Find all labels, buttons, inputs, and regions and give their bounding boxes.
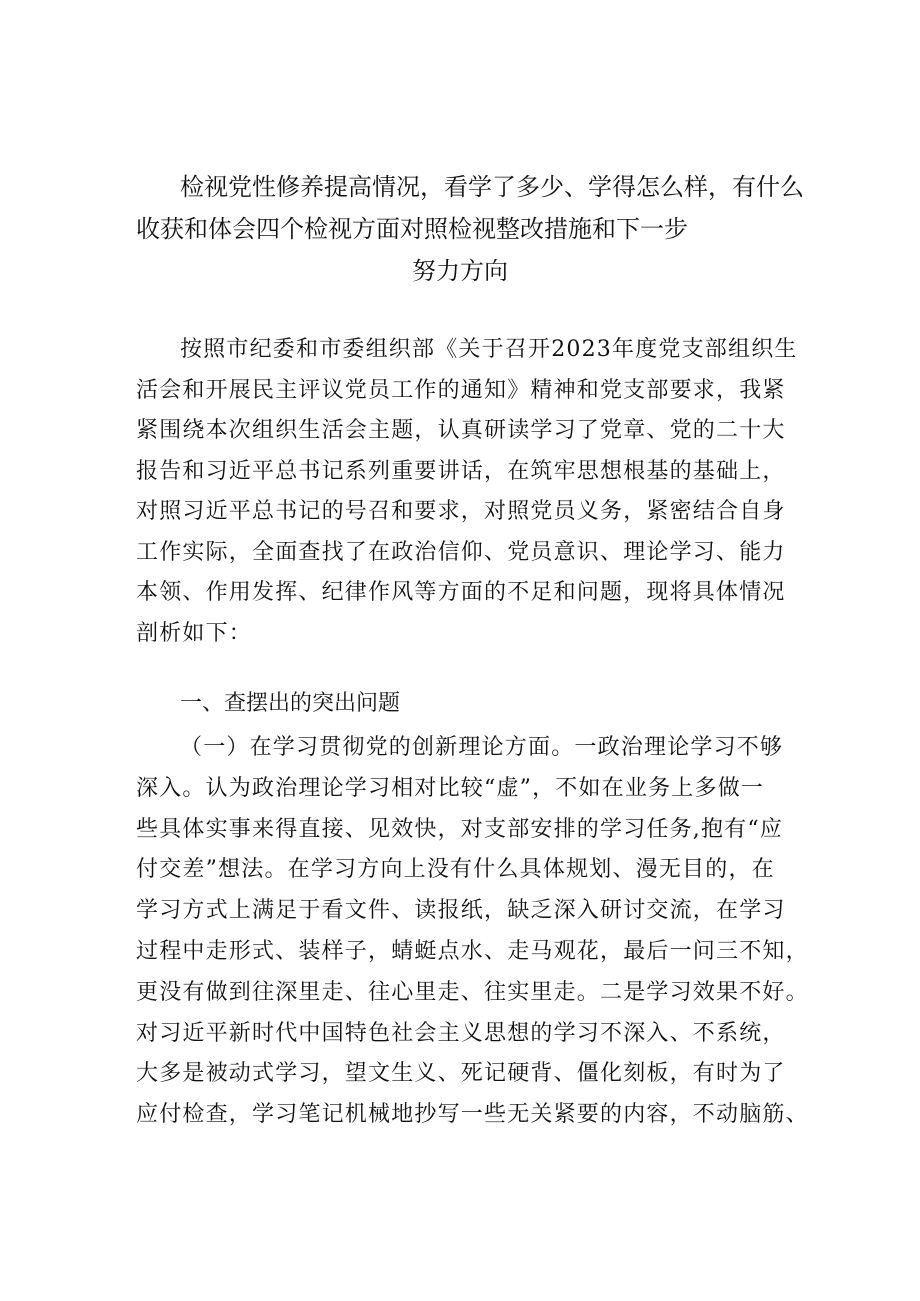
- paragraph-line: 大多是被动式学习，望文生义、死记硬背、僵化刻板，有时为了: [136, 1061, 786, 1087]
- paragraph-line: 剖析如下：: [136, 620, 253, 646]
- paragraph-line: 活会和开展民主评议党员工作的通知》精神和党支部要求，我紧: [136, 377, 786, 403]
- document-title-line-3: 努力方向: [412, 257, 508, 285]
- document-title-line-1: 检视党性修养提高情况，看学了多少、学得怎么样，有什么: [180, 173, 804, 201]
- section-heading: 一、查摆出的突出问题: [180, 691, 401, 716]
- paragraph-line: 本领、作用发挥、纪律作风等方面的不足和问题，现将具体情况: [136, 580, 786, 605]
- paragraph-line: 学习方式上满足于看文件、读报纸，缺乏深入研讨交流，在学习: [136, 898, 786, 924]
- paragraph-line: 深入。认为政治理论学习相对比较“虚”，不如在业务上多做一: [136, 775, 765, 801]
- paragraph-line: 紧围绕本次组织生活会主题，认真研读学习了党章、党的二十大: [136, 418, 786, 443]
- paragraph-line: （一）在学习贯彻党的创新理论方面。一政治理论学习不够: [180, 735, 784, 760]
- paragraph-line: 应付检查，学习笔记机械地抄写一些无关紧要的内容，不动脑筋、: [136, 1102, 809, 1128]
- paragraph-line: 更没有做到往深里走、往心里走、往实里走。二是学习效果不好。: [136, 979, 809, 1005]
- paragraph-line: 付交差”想法。在学习方向上没有什么具体规划、漫无目的，在: [136, 857, 775, 883]
- paragraph-line: 对照习近平总书记的号召和要求，对照党员义务，紧密结合自身: [136, 499, 786, 524]
- paragraph-line: 对习近平新时代中国特色社会主义思想的学习不深入、不系统，: [136, 1020, 786, 1046]
- paragraph-line: 报告和习近平总书记系列重要讲话，在筑牢思想根基的基础上，: [136, 458, 786, 484]
- document-title-line-2: 收获和体会四个检视方面对照检视整改措施和下一步: [136, 215, 688, 243]
- paragraph-line: 些具体实事来得直接、见效快，对支部安排的学习任务,抱有“应: [136, 816, 784, 842]
- paragraph-line: 过程中走形式、装样子，蜻蜓点水、走马观花，最后一问三不知，: [136, 939, 809, 964]
- paragraph-line: 按照市纪委和市委组织部《关于召开2023年度党支部组织生: [180, 337, 798, 362]
- paragraph-line: 工作实际，全面查找了在政治信仰、党员意识、理论学习、能力: [136, 539, 786, 565]
